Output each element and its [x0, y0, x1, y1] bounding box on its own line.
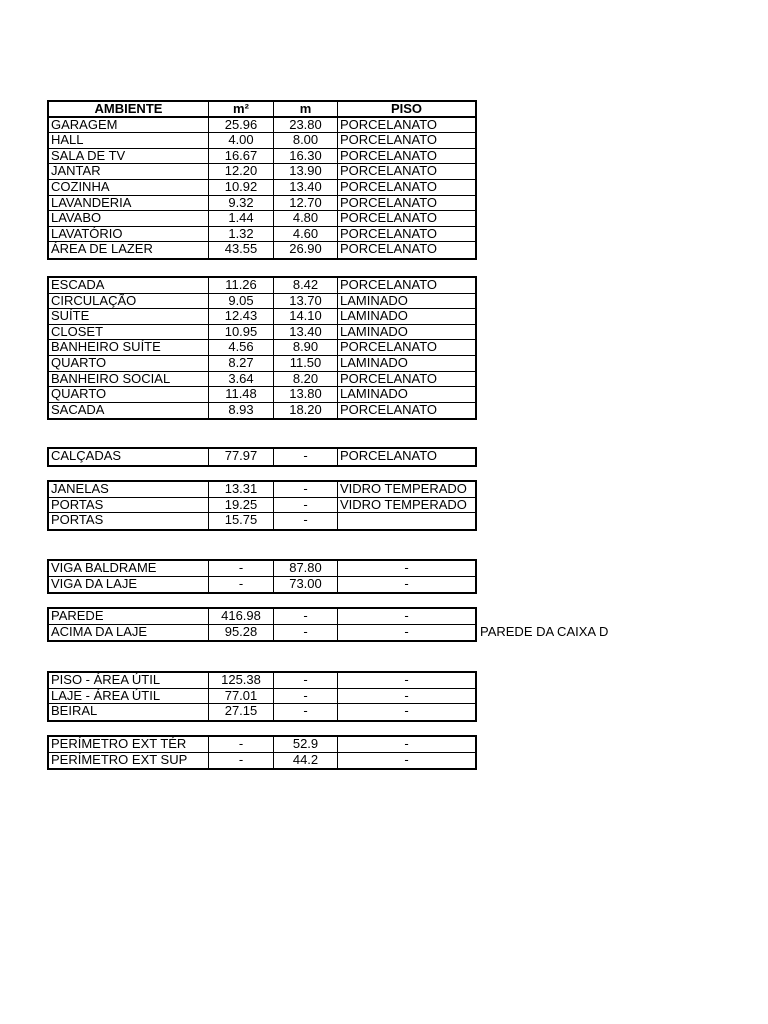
cell-area-m2: 16.67 — [209, 149, 274, 164]
cell-area-m2: 4.56 — [209, 340, 274, 355]
cell-piso: PORCELANATO — [340, 449, 438, 463]
cell-area-m2: - — [209, 737, 274, 752]
table-row — [49, 356, 475, 372]
table-row — [49, 196, 475, 212]
cell-ambiente: VIGA DA LAJE — [49, 577, 209, 593]
header-row — [49, 102, 475, 118]
cell-area-m2: 15.75 — [209, 513, 274, 529]
cell-piso: VIDRO TEMPERADO — [340, 497, 467, 512]
cell-ambiente: PERÍMETRO EXT SUP — [49, 753, 209, 769]
table-row — [49, 242, 475, 258]
table-row — [49, 577, 475, 593]
cell-piso: PORCELANATO — [340, 371, 438, 386]
cell-length-m: 26.90 — [274, 242, 338, 258]
cell-length-m: - — [274, 449, 338, 465]
cell-length-m: - — [274, 482, 338, 497]
cell-ambiente: QUARTO — [49, 356, 209, 371]
cell-piso: - — [404, 624, 409, 639]
table-block-calcadas — [47, 447, 477, 467]
cell-ambiente: CLOSET — [49, 325, 209, 340]
cell-piso: PORCELANATO — [340, 340, 438, 355]
table-block-pavimento-superior — [47, 276, 477, 420]
cell-area-m2: 416.98 — [209, 609, 274, 624]
table-row — [49, 180, 475, 196]
cell-area-m2: 43.55 — [209, 242, 274, 258]
cell-ambiente: JANELAS — [49, 482, 209, 497]
cell-length-m: 87.80 — [274, 561, 338, 576]
table-block-pavimento-terreo — [47, 100, 477, 260]
cell-length-m: 73.00 — [274, 577, 338, 593]
table-row — [49, 294, 475, 310]
header-m2: m² — [209, 102, 274, 116]
cell-length-m: 23.80 — [274, 118, 338, 133]
table-block-perimetros — [47, 735, 477, 770]
table-row — [49, 449, 475, 465]
cell-ambiente: LAVATÓRIO — [49, 227, 209, 242]
cell-area-m2: 77.97 — [209, 449, 274, 465]
cell-ambiente: COZINHA — [49, 180, 209, 195]
table-row — [49, 689, 475, 705]
cell-ambiente: LAVANDERIA — [49, 196, 209, 211]
cell-area-m2: 1.32 — [209, 227, 274, 242]
cell-piso: - — [404, 561, 409, 575]
cell-area-m2: 8.27 — [209, 356, 274, 371]
cell-piso: - — [404, 704, 409, 719]
cell-length-m: 8.90 — [274, 340, 338, 355]
cell-area-m2: - — [209, 561, 274, 576]
cell-ambiente: PERÍMETRO EXT TÉR — [49, 737, 209, 752]
cell-length-m: 13.80 — [274, 387, 338, 402]
cell-piso: PORCELANATO — [340, 195, 438, 210]
cell-ambiente: JANTAR — [49, 164, 209, 179]
cell-length-m: 13.70 — [274, 294, 338, 309]
cell-area-m2: 9.32 — [209, 196, 274, 211]
cell-area-m2: 77.01 — [209, 689, 274, 704]
table-block-paredes — [47, 607, 477, 642]
cell-piso: PORCELANATO — [340, 117, 438, 132]
cell-length-m: - — [274, 625, 338, 641]
cell-ambiente: SUÍTE — [49, 309, 209, 324]
cell-area-m2: 1.44 — [209, 211, 274, 226]
cell-piso: PORCELANATO — [340, 148, 438, 163]
cell-piso: LAMINADO — [340, 387, 408, 402]
table-block-vigas — [47, 559, 477, 594]
cell-area-m2: 11.26 — [209, 278, 274, 293]
cell-area-m2: 8.93 — [209, 403, 274, 419]
table-row — [49, 340, 475, 356]
cell-ambiente: ÁREA DE LAZER — [49, 242, 209, 258]
cell-piso: PORCELANATO — [340, 133, 438, 148]
cell-piso: PORCELANATO — [340, 226, 438, 241]
cell-length-m: 4.80 — [274, 211, 338, 226]
table-row — [49, 673, 475, 689]
cell-piso: - — [404, 609, 409, 623]
cell-area-m2: 95.28 — [209, 625, 274, 641]
cell-ambiente: CALÇADAS — [49, 449, 209, 465]
table-row — [49, 164, 475, 180]
cell-length-m: 11.50 — [274, 356, 338, 371]
cell-length-m: 8.20 — [274, 372, 338, 387]
cell-area-m2: 9.05 — [209, 294, 274, 309]
table-row — [49, 278, 475, 294]
table-row — [49, 325, 475, 341]
cell-area-m2: 10.95 — [209, 325, 274, 340]
cell-area-m2: - — [209, 577, 274, 593]
cell-piso: PORCELANATO — [340, 242, 438, 257]
table-row — [49, 227, 475, 243]
table-row — [49, 625, 475, 641]
table-row — [49, 149, 475, 165]
cell-area-m2: 125.38 — [209, 673, 274, 688]
cell-piso: VIDRO TEMPERADO — [340, 482, 467, 496]
cell-length-m: 13.40 — [274, 180, 338, 195]
cell-piso: LAMINADO — [340, 293, 408, 308]
cell-ambiente: SALA DE TV — [49, 149, 209, 164]
table-row — [49, 513, 475, 529]
cell-ambiente: BEIRAL — [49, 704, 209, 720]
table-row — [49, 704, 475, 720]
cell-ambiente: PISO - ÁREA ÚTIL — [49, 673, 209, 688]
cell-piso: PORCELANATO — [340, 211, 438, 226]
table-row — [49, 561, 475, 577]
table-row — [49, 133, 475, 149]
cell-ambiente: QUARTO — [49, 387, 209, 402]
cell-ambiente: CIRCULAÇÃO — [49, 294, 209, 309]
table-row — [49, 753, 475, 769]
table-block-areas-uteis — [47, 671, 477, 722]
cell-length-m: 18.20 — [274, 403, 338, 419]
cell-ambiente: LAJE - ÁREA ÚTIL — [49, 689, 209, 704]
cell-area-m2: 4.00 — [209, 133, 274, 148]
cell-piso — [338, 513, 475, 529]
side-note: PAREDE DA CAIXA D — [480, 624, 608, 639]
header-ambiente: AMBIENTE — [49, 102, 209, 116]
cell-area-m2: 25.96 — [209, 118, 274, 133]
cell-piso: - — [404, 673, 409, 687]
cell-length-m: 16.30 — [274, 149, 338, 164]
table-row — [49, 118, 475, 134]
cell-ambiente: HALL — [49, 133, 209, 148]
cell-area-m2: 12.43 — [209, 309, 274, 324]
cell-area-m2: 19.25 — [209, 498, 274, 513]
cell-length-m: 8.42 — [274, 278, 338, 293]
cell-piso: PORCELANATO — [340, 402, 438, 417]
cell-piso: - — [404, 752, 409, 767]
table-row — [49, 498, 475, 514]
cell-piso: - — [404, 688, 409, 703]
cell-ambiente: BANHEIRO SOCIAL — [49, 372, 209, 387]
cell-ambiente: PORTAS — [49, 498, 209, 513]
cell-ambiente: GARAGEM — [49, 118, 209, 133]
cell-length-m: 12.70 — [274, 196, 338, 211]
cell-length-m: 4.60 — [274, 227, 338, 242]
cell-ambiente: PORTAS — [49, 513, 209, 529]
cell-length-m: - — [274, 609, 338, 624]
cell-piso: - — [404, 737, 409, 751]
cell-length-m: - — [274, 704, 338, 720]
header-m: m — [274, 102, 338, 116]
table-row — [49, 211, 475, 227]
table-row — [49, 737, 475, 753]
cell-ambiente: ACIMA DA LAJE — [49, 625, 209, 641]
cell-length-m: - — [274, 513, 338, 529]
cell-ambiente: ESCADA — [49, 278, 209, 293]
cell-area-m2: 10.92 — [209, 180, 274, 195]
header-piso: PISO — [390, 102, 423, 116]
table-row — [49, 372, 475, 388]
table-row — [49, 403, 475, 419]
cell-ambiente: LAVABO — [49, 211, 209, 226]
cell-piso: - — [404, 576, 409, 591]
cell-ambiente: PAREDE — [49, 609, 209, 624]
cell-length-m: 8.00 — [274, 133, 338, 148]
cell-length-m: - — [274, 498, 338, 513]
cell-length-m: 44.2 — [274, 753, 338, 769]
cell-area-m2: - — [209, 753, 274, 769]
cell-ambiente: SACADA — [49, 403, 209, 419]
cell-piso: PORCELANATO — [340, 278, 438, 292]
cell-piso: PORCELANATO — [340, 179, 438, 194]
cell-length-m: - — [274, 673, 338, 688]
cell-ambiente: BANHEIRO SUÍTE — [49, 340, 209, 355]
table-row — [49, 309, 475, 325]
cell-length-m: - — [274, 689, 338, 704]
table-row — [49, 482, 475, 498]
cell-piso: LAMINADO — [340, 355, 408, 370]
cell-ambiente: VIGA BALDRAME — [49, 561, 209, 576]
cell-piso: PORCELANATO — [340, 164, 438, 179]
table-row — [49, 387, 475, 403]
cell-piso: LAMINADO — [340, 309, 408, 324]
cell-piso: LAMINADO — [340, 324, 408, 339]
cell-area-m2: 3.64 — [209, 372, 274, 387]
cell-length-m: 14.10 — [274, 309, 338, 324]
table-row — [49, 609, 475, 625]
cell-length-m: 52.9 — [274, 737, 338, 752]
cell-area-m2: 11.48 — [209, 387, 274, 402]
cell-length-m: 13.40 — [274, 325, 338, 340]
cell-area-m2: 12.20 — [209, 164, 274, 179]
cell-area-m2: 13.31 — [209, 482, 274, 497]
cell-area-m2: 27.15 — [209, 704, 274, 720]
cell-length-m: 13.90 — [274, 164, 338, 179]
table-block-esquadrias — [47, 480, 477, 531]
